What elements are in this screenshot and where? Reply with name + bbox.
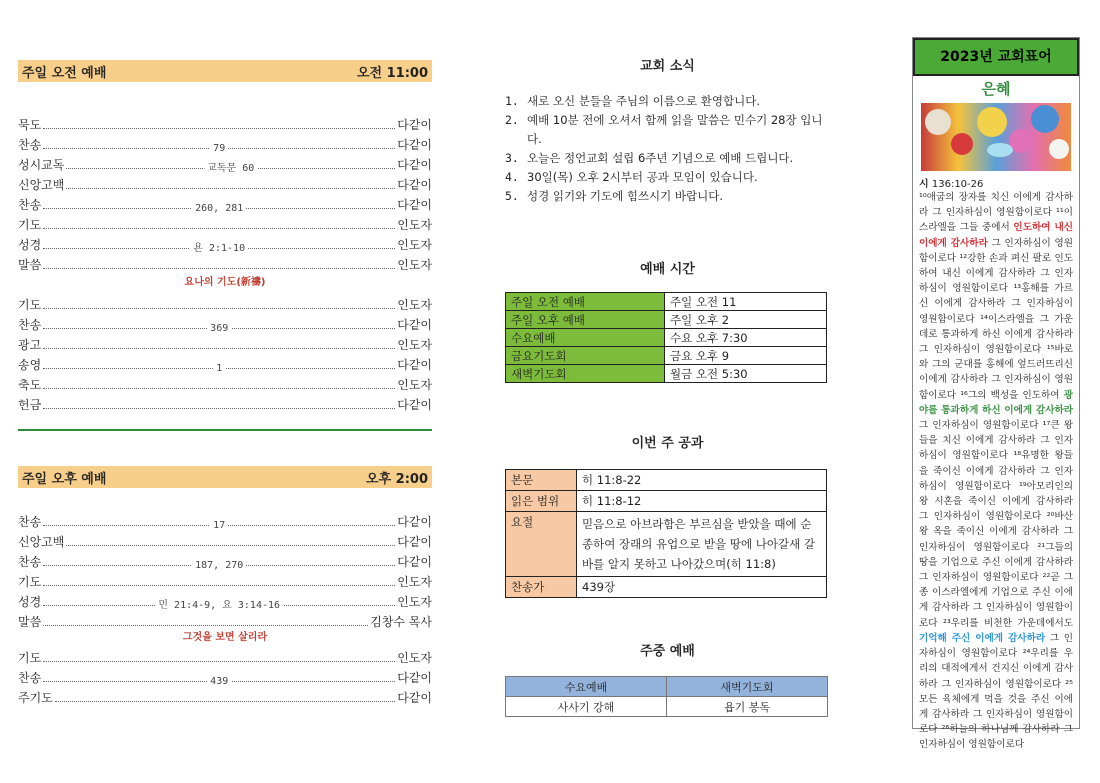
news-item: [505, 168, 830, 187]
order-row: [18, 333, 432, 353]
lesson-key: 본문: [506, 470, 577, 491]
order-item-label: 말씀: [18, 615, 42, 629]
service-time-row: [506, 365, 827, 383]
psalm-highlight-2: 광야를 통과하게 하신 이에게 감사하라: [919, 389, 1073, 416]
service-time: 월금 오전 5:30: [665, 365, 827, 383]
order-row: [18, 510, 432, 530]
service-time: 주일 오후 2: [665, 311, 827, 329]
midweek-value-wed: 사사기 강해: [506, 697, 667, 717]
order-row: [18, 293, 432, 313]
order-item-leader: 다같이: [397, 198, 432, 212]
afternoon-service-time: 오후 2:00: [366, 471, 428, 487]
order-row: [18, 233, 432, 253]
order-item-leader: 다같이: [397, 535, 432, 549]
order-item-label: 찬송: [18, 555, 42, 569]
leader-dots: [43, 387, 395, 389]
lesson-row: [506, 470, 827, 491]
order-item-label: 성시교독: [18, 158, 65, 172]
order-row: [18, 253, 432, 273]
order-row: [18, 353, 432, 373]
news-item-text: 새로 오신 분들을 주님의 이름으로 환영합니다.: [527, 94, 761, 108]
lesson-value: 믿음으로 아브라함은 부르심을 받았을 때에 순종하여 장래의 유업으로 받을 땅에 나아갈새 갈 바를 알지 못하고 나아갔으며(히 11:8): [577, 512, 827, 577]
order-row: [18, 610, 432, 630]
order-row: [18, 393, 432, 413]
psalm-highlight-3: 기억해 주신 이에게 감사하라: [919, 632, 1046, 644]
scripture-verse: 136:10-26: [931, 179, 984, 190]
leader-dots: [43, 676, 395, 687]
order-item-leader: 다같이: [397, 158, 432, 172]
order-item-leader: 인도자: [397, 378, 432, 392]
midweek-table: [505, 676, 828, 717]
section-divider: [18, 429, 432, 431]
order-item-label: 성경: [18, 238, 42, 252]
news-item: [505, 111, 830, 149]
psalm-part-1: ¹⁰애굽의 장자를 치신 이에게 감사하라 그 인자하심이 영원함이로다 ¹¹이스라엘을 그들 중에서: [919, 192, 1073, 234]
lesson-key: 읽은 범위: [506, 491, 577, 512]
order-item-leader: 다같이: [397, 398, 432, 412]
lesson-value: 439장: [577, 577, 827, 598]
order-row: [18, 530, 432, 550]
leader-dots: [43, 203, 395, 214]
service-times-table: [505, 292, 827, 383]
order-row: [18, 193, 432, 213]
order-item-label: 헌금: [18, 398, 42, 412]
news-item-text: 30일(목) 오후 2시부터 공과 모임이 있습니다.: [527, 170, 758, 184]
leader-dots: [43, 624, 368, 626]
leader-dots: [43, 347, 395, 349]
service-time-row: [506, 293, 827, 311]
news-item-number: 5.: [505, 189, 519, 203]
leader-dots: [43, 307, 395, 309]
leader-dots: [43, 600, 395, 611]
leader-dots: [66, 187, 395, 189]
leader-dots: [43, 267, 395, 269]
service-time-row: [506, 347, 827, 365]
motto-header: 2023년 교회표어: [913, 38, 1079, 76]
order-item-leader: 인도자: [397, 238, 432, 252]
flower-illustration: [921, 103, 1071, 171]
order-item-detail: 369: [207, 323, 231, 334]
service-time: 금요 오후 9: [665, 347, 827, 365]
psalm-text: [919, 190, 1073, 753]
order-item-label: 말씀: [18, 258, 42, 272]
order-item-label: 묵도: [18, 118, 42, 132]
psalm-part-4: 그 인자하심이 영원함이로다 ²⁴우리를 우리의 대적에게서 건지신 이에게 감사하라 그 인자하심이 영원함이로다 ²⁵모든 육체에게 먹을 것을 주신 이에게 감사하라 그 인자하심이 영원함이로다 ²⁶하늘의 하나님께 감사하라 그 인자하심이 영원함이로다: [919, 632, 1073, 751]
news-item-number: 3.: [505, 151, 519, 165]
order-item-detail: 260, 281: [192, 203, 246, 214]
service-time: 수요 오후 7:30: [665, 329, 827, 347]
afternoon-service-header: [18, 466, 432, 488]
order-row: [18, 646, 432, 666]
service-times-title: 예배 시간: [640, 262, 695, 277]
news-item-text: 예배 10분 전에 오셔서 함께 읽을 말씀은 민수기 28장 입니다.: [527, 113, 823, 146]
order-row: [18, 590, 432, 610]
lesson-title: 이번 주 공과: [631, 436, 704, 451]
service-name: 주일 오후 예배: [506, 311, 665, 329]
service-time: 주일 오전 11: [665, 293, 827, 311]
morning-service-title: 주일 오전 예배: [22, 65, 107, 81]
psalm-highlight-1: 인도하여 내신 이에게 감사하라: [919, 222, 1073, 249]
order-item-leader: 다같이: [397, 118, 432, 132]
order-item-label: 신앙고백: [18, 178, 65, 192]
lesson-key: 요절: [506, 512, 577, 577]
order-row: [18, 570, 432, 590]
order-item-label: 찬송: [18, 198, 42, 212]
order-row: [18, 666, 432, 686]
order-item-leader: 인도자: [397, 218, 432, 232]
news-item: [505, 187, 830, 206]
morning-service-header: [18, 60, 432, 82]
order-item-detail: 79: [210, 143, 228, 154]
order-item-leader: 김창수 목사: [370, 615, 432, 629]
news-item-number: 4.: [505, 170, 519, 184]
midweek-title: 주중 예배: [640, 644, 695, 659]
news-item-number: 2.: [505, 113, 519, 127]
order-item-label: 송영: [18, 358, 42, 372]
order-row: [18, 373, 432, 393]
lesson-row: [506, 577, 827, 598]
news-item: [505, 92, 830, 111]
news-item-text: 오늘은 정언교회 설립 6주년 기념으로 예배 드립니다.: [527, 151, 794, 165]
order-item-detail: 교독문 60: [204, 159, 257, 174]
leader-dots: [66, 544, 395, 546]
leader-dots: [43, 143, 395, 154]
order-item-leader: 인도자: [397, 575, 432, 589]
order-item-detail: 187, 270: [192, 560, 246, 571]
order-item-label: 주기도: [18, 691, 53, 705]
morning-order-list-2: [18, 293, 432, 413]
order-item-leader: 인도자: [397, 651, 432, 665]
order-row: [18, 173, 432, 193]
order-item-leader: 인도자: [397, 338, 432, 352]
midweek-header-wed: 수요예배: [506, 677, 667, 697]
lesson-value: 히 11:8-22: [577, 470, 827, 491]
order-item-label: 찬송: [18, 138, 42, 152]
order-item-leader: 다같이: [397, 178, 432, 192]
order-item-leader: 다같이: [397, 515, 432, 529]
leader-dots: [43, 660, 395, 662]
order-item-leader: 다같이: [397, 138, 432, 152]
order-item-leader: 다같이: [397, 671, 432, 685]
order-row: [18, 153, 432, 173]
order-item-label: 기도: [18, 575, 42, 589]
leader-dots: [43, 584, 395, 586]
order-row: [18, 550, 432, 570]
order-row: [18, 213, 432, 233]
info-column: [505, 55, 830, 717]
order-item-label: 기도: [18, 651, 42, 665]
order-item-label: 축도: [18, 378, 42, 392]
midweek-value-dawn: 욥기 봉독: [667, 697, 828, 717]
morning-service-time: 오전 11:00: [356, 65, 428, 81]
order-item-leader: 인도자: [397, 258, 432, 272]
lesson-table: [505, 469, 827, 598]
service-time-row: [506, 329, 827, 347]
order-item-detail: 17: [210, 520, 228, 531]
order-row: [18, 686, 432, 706]
order-item-leader: 다같이: [397, 691, 432, 705]
midweek-header-dawn: 새벽기도회: [667, 677, 828, 697]
order-item-label: 광고: [18, 338, 42, 352]
leader-dots: [43, 520, 395, 531]
leader-dots: [43, 323, 395, 334]
service-name: 주일 오전 예배: [506, 293, 665, 311]
service-time-row: [506, 311, 827, 329]
news-item-text: 성경 읽기와 기도에 힘쓰시기 바랍니다.: [527, 189, 724, 203]
news-item: [505, 149, 830, 168]
service-name: 수요예배: [506, 329, 665, 347]
motto-panel: [912, 37, 1080, 751]
order-row: [18, 113, 432, 133]
order-item-leader: 다같이: [397, 318, 432, 332]
worship-order-column: [18, 60, 432, 413]
afternoon-order-list-2: [18, 646, 432, 706]
motto-title: 은혜: [981, 80, 1011, 98]
morning-sermon-title: 요나의 기도(新禱): [184, 277, 266, 288]
order-item-label: 찬송: [18, 318, 42, 332]
lesson-key: 찬송가: [506, 577, 577, 598]
order-item-label: 기도: [18, 298, 42, 312]
news-title: 교회 소식: [640, 59, 695, 74]
order-item-label: 찬송: [18, 671, 42, 685]
leader-dots: [43, 127, 395, 129]
afternoon-service-title: 주일 오후 예배: [22, 471, 107, 487]
scripture-reference: [919, 175, 1073, 190]
leader-dots: [66, 163, 395, 174]
order-item-detail: 439: [207, 676, 231, 687]
order-row: [18, 313, 432, 333]
psalm-part-2: 그 인자하심이 영원함이로다 ¹²강한 손과 펴신 팔로 인도하여 내신 이에게 감사하라 그 인자하심이 영원함이로다 ¹³홍해를 가르신 이에게 감사하라 그 인자하심이 영원함이로다 ¹⁴이스라엘을 그 가운데로 통과하게 하신 이에게 감사하라 그 인자하심이 영원함이로다 ¹⁵바로와 그의 군대를 홍해에 엎드러뜨리신 이에게 감사하라 그 인자하심이 영원함이로다 ¹⁶그의 백성을 인도하여: [919, 237, 1073, 401]
order-item-leader: 다같이: [397, 358, 432, 372]
service-name: 금요기도회: [506, 347, 665, 365]
order-item-detail: 민 21:4-9, 요 3:14-16: [155, 596, 283, 611]
order-item-label: 기도: [18, 218, 42, 232]
lesson-row: [506, 491, 827, 512]
order-item-label: 찬송: [18, 515, 42, 529]
order-row: [18, 133, 432, 153]
leader-dots: [43, 407, 395, 409]
order-item-label: 성경: [18, 595, 42, 609]
news-list: [505, 92, 830, 206]
order-item-detail: 욘 2:1-10: [190, 239, 248, 254]
leader-dots: [43, 560, 395, 571]
afternoon-section: [18, 466, 432, 706]
order-item-leader: 인도자: [397, 298, 432, 312]
order-item-leader: 다같이: [397, 555, 432, 569]
leader-dots: [43, 363, 395, 374]
morning-order-list: [18, 113, 432, 273]
scripture-book: 시: [919, 179, 929, 190]
leader-dots: [43, 243, 395, 254]
order-item-label: 신앙고백: [18, 535, 65, 549]
order-item-leader: 인도자: [397, 595, 432, 609]
news-item-number: 1.: [505, 94, 519, 108]
psalm-part-3: 그 인자하심이 영원함이로다 ¹⁷큰 왕들을 치신 이에게 감사하라 그 인자하심이 영원함이로다 ¹⁸유명한 왕들을 죽이신 이에게 감사하라 그 인자하심이 영원함이로다 ¹⁹아모리인의 왕 시혼을 죽이신 이에게 감사하라 그 인자하심이 영원함이로다 ²⁰바산 왕 옥을 죽이신 이에게 감사하라 그 인자하심이 영원함이로다 ²¹그들의 땅을 기업으로 주신 이에게 감사하라 그 인자하심이 영원함이로다 ²²곧 그 종 이스라엘에게 기업으로 주신 이에게 감사하라 그 인자하심이 영원함이로다 ²³우리를 비천한 가운데에서도: [919, 420, 1073, 629]
lesson-row: [506, 512, 827, 577]
leader-dots: [43, 227, 395, 229]
order-item-detail: 1: [213, 363, 225, 374]
lesson-value: 히 11:8-12: [577, 491, 827, 512]
afternoon-order-list: [18, 510, 432, 630]
service-name: 새벽기도회: [506, 365, 665, 383]
leader-dots: [55, 700, 395, 702]
afternoon-sermon-title: 그것을 보면 살리라: [182, 632, 268, 643]
